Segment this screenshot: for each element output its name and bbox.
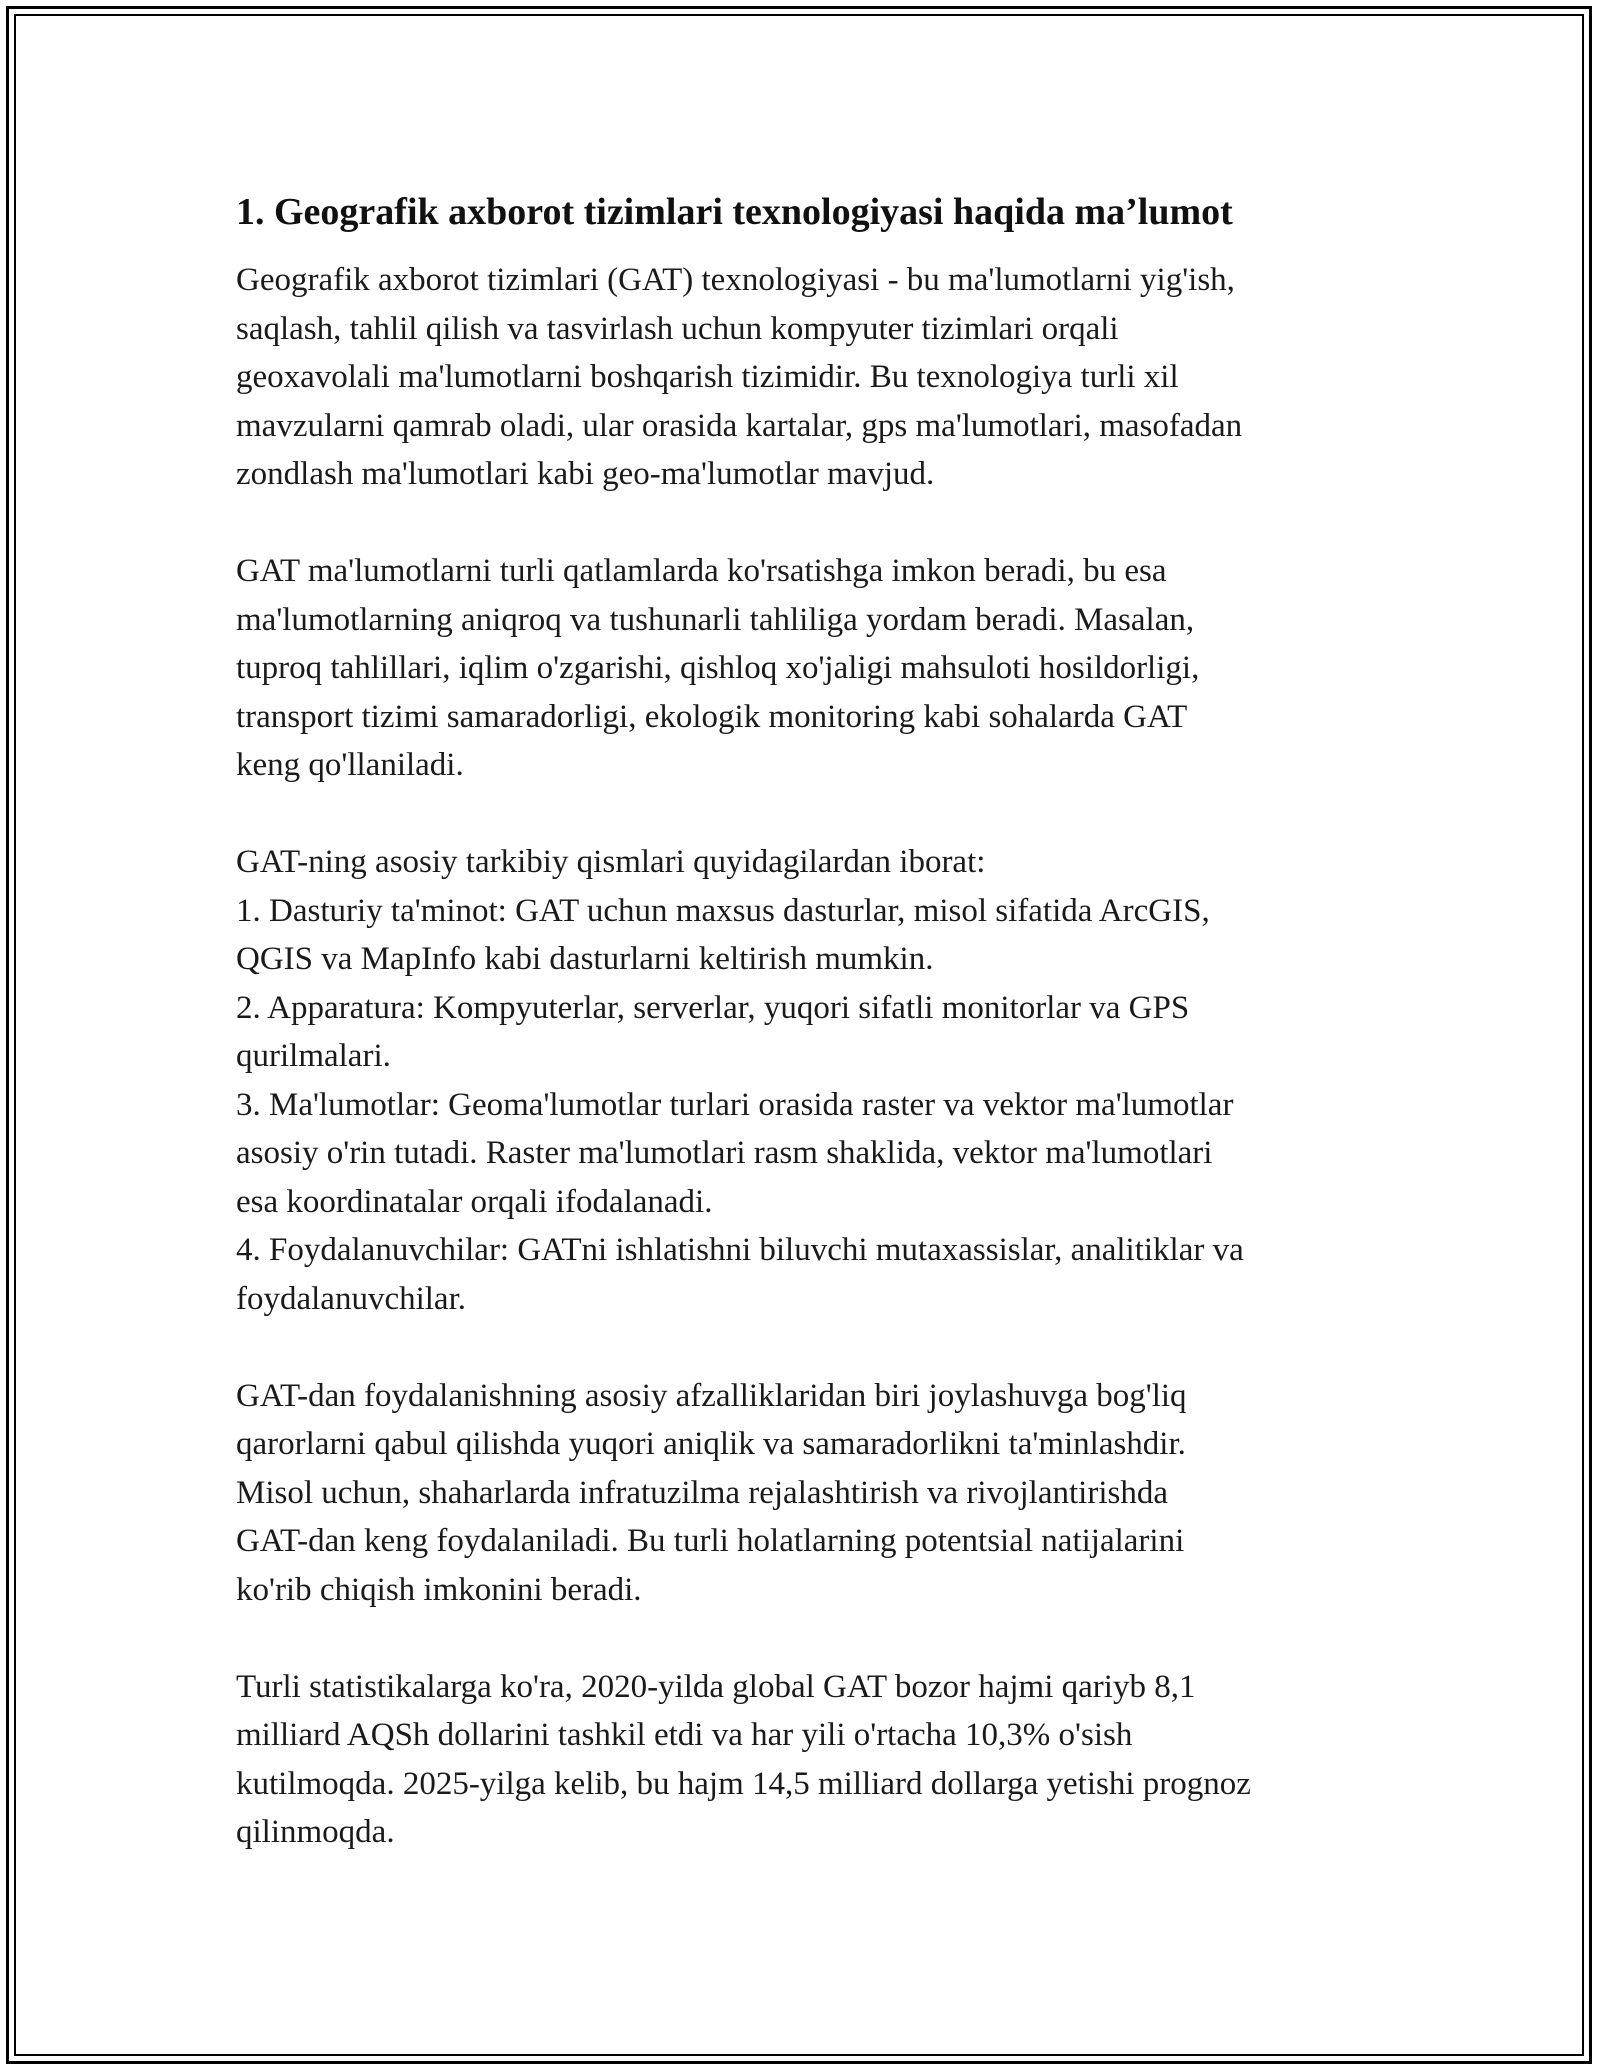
text-line: keng qo'llaniladi. <box>236 747 464 783</box>
text-line: foydalanuvchilar. <box>236 1280 467 1317</box>
text-line: 2. Apparatura: Kompyuterlar, serverlar, yuqori sifatli monitorlar va GPS <box>236 989 1190 1026</box>
text-line: saqlash, tahlil qilish va tasvirlash uchun kompyuter tizimlari orqali <box>236 310 1119 347</box>
text-line: transport tizimi samaradorligi, ekologik monitoring kabi sohalarda GAT <box>236 698 1188 735</box>
text-line: QGIS va MapInfo kabi dasturlarni keltirish mumkin. <box>236 941 934 977</box>
paragraph-list <box>236 256 1386 1857</box>
text-line: tuproq tahlillari, iqlim o'zgarishi, qishloq xo'jaligi mahsuloti hosildorligi, <box>236 650 1200 686</box>
paragraph <box>236 1663 1386 1857</box>
text-line: milliard AQSh dollarini tashkil etdi va har yili o'rtacha 10,3% o'sish <box>236 1717 1133 1753</box>
document-heading: 1. Geografik axborot tizimlari texnologiyasi haqida ma’lumot <box>236 191 1233 233</box>
text-line: esa koordinatalar orqali ifodalanadi. <box>236 1183 713 1220</box>
text-line: asosiy o'rin tutadi. Raster ma'lumotlari rasm shaklida, vektor ma'lumotlari <box>236 1135 1213 1171</box>
document-body <box>236 188 1386 1905</box>
text-line: qarorlarni qabul qilishda yuqori aniqlik va samaradorlikni ta'minlashdir. <box>236 1426 1186 1462</box>
paragraph <box>236 838 1386 1323</box>
text-line: GAT-dan foydalanishning asosiy afzalliklaridan biri joylashuvga bog'liq <box>236 1377 1187 1414</box>
text-line: geoxavolali ma'lumotlarni boshqarish tizimidir. Bu texnologiya turli xil <box>236 359 1179 395</box>
text-line: GAT-ning asosiy tarkibiy qismlari quyidagilardan iborat: <box>236 844 986 880</box>
text-line: Geografik axborot tizimlari (GAT) texnologiyasi - bu ma'lumotlarni yig'ish, <box>236 262 1235 298</box>
text-line: GAT ma'lumotlarni turli qatlamlarda ko'rsatishga imkon beradi, bu esa <box>236 553 1167 589</box>
text-line: 1. Dasturiy ta'minot: GAT uchun maxsus dasturlar, misol sifatida ArcGIS, <box>236 892 1210 929</box>
text-line: Turli statistikalarga ko'ra, 2020-yilda global GAT bozor hajmi qariyb 8,1 <box>236 1668 1196 1705</box>
text-line: mavzularni qamrab oladi, ular orasida kartalar, gps ma'lumotlari, masofadan <box>236 407 1243 444</box>
text-line: qilinmoqda. <box>236 1814 395 1850</box>
text-line: 4. Foydalanuvchilar: GATni ishlatishni biluvchi mutaxassislar, analitiklar va <box>236 1232 1244 1268</box>
text-line: qurilmalari. <box>236 1038 391 1074</box>
text-line: kutilmoqda. 2025-yilga kelib, bu hajm 14,5 milliard dollarga yetishi prognoz <box>236 1765 1251 1802</box>
text-line: ma'lumotlarning aniqroq va tushunarli tahliliga yordam beradi. Masalan, <box>236 601 1195 638</box>
paragraph <box>236 547 1386 790</box>
text-line: Misol uchun, shaharlarda infratuzilma rejalashtirish va rivojlantirishda <box>236 1474 1168 1511</box>
paragraph <box>236 1372 1386 1615</box>
paragraph <box>236 256 1386 499</box>
text-line: GAT-dan keng foydalaniladi. Bu turli holatlarning potentsial natijalarini <box>236 1523 1185 1559</box>
text-line: 3. Ma'lumotlar: Geoma'lumotlar turlari orasida raster va vektor ma'lumotlar <box>236 1086 1234 1123</box>
text-line: ko'rib chiqish imkonini beradi. <box>236 1571 642 1608</box>
text-line: zondlash ma'lumotlari kabi geo-ma'lumotlar mavjud. <box>236 456 935 492</box>
